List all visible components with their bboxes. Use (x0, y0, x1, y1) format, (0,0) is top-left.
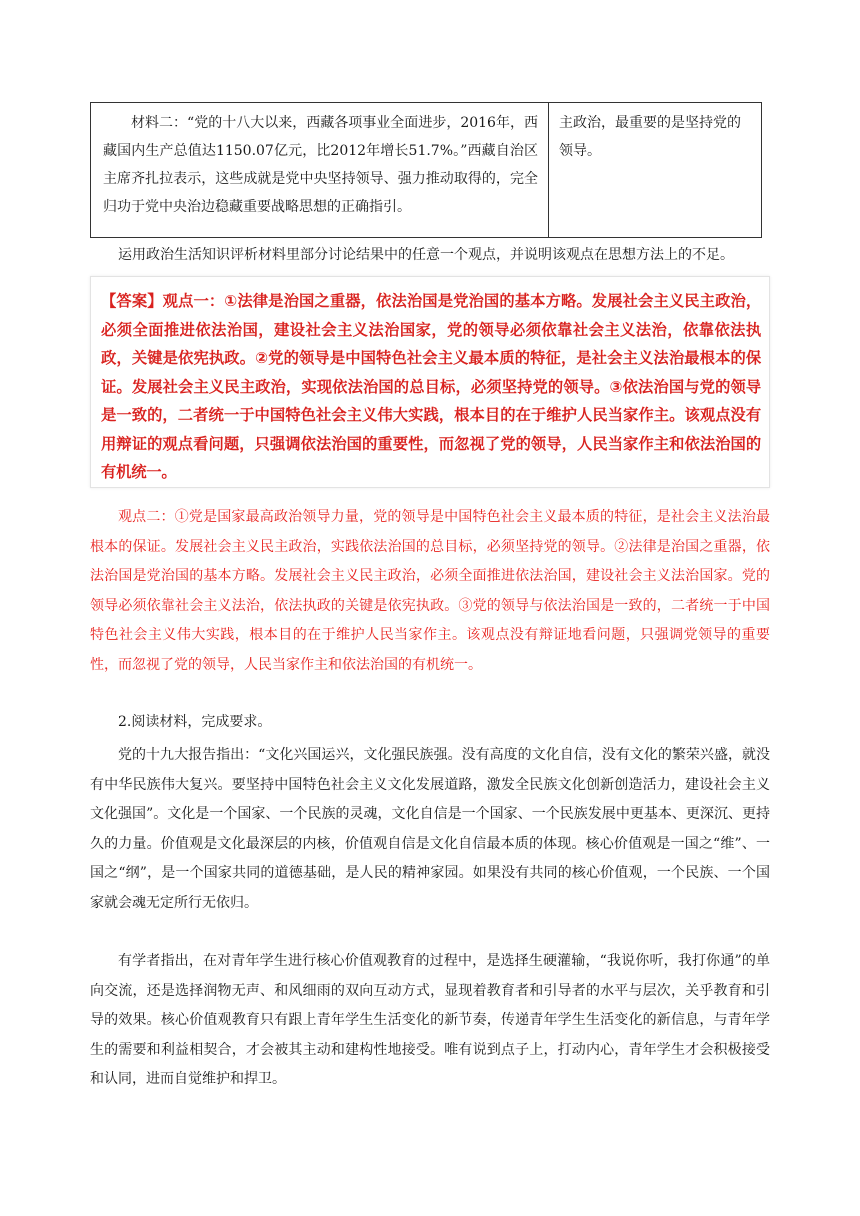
material-two-text: 材料二：“党的十八大以来，西藏各项事业全面进步，2016年，西藏国内生产总值达1150.07亿元，比2012年增长51.7%。”西藏自治区主席齐扎拉表示，这些成就是党中央坚持领导、强力推动取得的，完全归功于党中央治边稳藏重要战略思想的正确指引。 (103, 115, 538, 215)
discussion-result-cell (549, 103, 761, 237)
discussion-result-text: 主政治，最重要的是坚持党的领导。 (559, 115, 741, 159)
answer-paragraph (101, 287, 761, 487)
material-table (90, 102, 762, 238)
viewpoint-two-paragraph: 观点二：①党是国家最高政治领导力量，党的领导是中国特色社会主义最本质的特征，是社会主义法治最根本的保证。发展社会主义民主政治，实践依法治国的总目标，必须坚持党的领导。②法律是治国之重器，依法治国是党治国的基本方略。发展社会主义民主政治，必须全面推进依法治国，建设社会主义法治国家。党的领导必须依靠社会主义法治，依法执政的关键是依宪执政。③党的领导与依法治国是一致的，二者统一于中国特色社会主义伟大实践，根本目的在于维护人民当家作主。该观点没有辩证地看问题，只强调党领导的重要性，而忽视了党的领导，人民当家作主和依法治国的有机统一。 (90, 509, 770, 673)
answer-box (90, 276, 770, 488)
material-paragraph-two: 有学者指出，在对青年学生进行核心价值观教育的过程中，是选择生硬灌输，“我说你听，我打你通”的单向交流，还是选择润物无声、和风细雨的双向互动方式，显现着教育者和引导者的水平与层次，关乎教育和引导的效果。核心价值观教育只有跟上青年学生生活变化的新节奏，传递青年学生生活变化的新信息，与青年学生的需要和利益相契合，才会被其主动和建构性地接受。唯有说到点子上，打动内心，青年学生才会积极接受和认同，进而自觉维护和捍卫。 (90, 953, 770, 1087)
answer-tag: 【答案】 (101, 292, 163, 310)
material-two-cell (91, 103, 549, 237)
answer-text: 观点一：①法律是治国之重器，依法治国是党治国的基本方略。发展社会主义民主政治，必须全面推进依法治国，建设社会主义法治国家，党的领导必须依靠社会主义法治，依靠依法执政，关键是依宪执政。②党的领导是中国特色社会主义最本质的特征，是社会主义法治最根本的保证。发展社会主义民主政治，实现依法治国的总目标，必须坚持党的领导。③依法治国与党的领导是一致的，二者统一于中国特色社会主义伟大实践，根本目的在于维护人民当家作主。该观点没有用辩证的观点看问题，只强调依法治国的重要性，而忽视了党的领导，人民当家作主和依法治国的有机统一。 (101, 292, 762, 481)
question-two-heading: 2.阅读材料，完成要求。 (118, 714, 272, 730)
material-paragraph-one: 党的十九大报告指出：“文化兴国运兴，文化强民族强。没有高度的文化自信，没有文化的繁荣兴盛，就没有中华民族伟大复兴。要坚持中国特色社会主义文化发展道路，激发全民族文化创新创造活力，建设社会主义文化强国”。文化是一个国家、一个民族的灵魂，文化自信是一个国家、一个民族发展中更基本、更深沉、更持久的力量。价值观是文化最深层的内核，价值观自信是文化自信最本质的体现。核心价值观是一国之“维”、一国之“纲”，是一个国家共同的道德基础，是人民的精神家园。如果没有共同的核心价值观，一个民族、一个国家就会魂无定所行无依归。 (90, 747, 770, 911)
question-text: 运用政治生活知识评析材料里部分讨论结果中的任意一个观点，并说明该观点在思想方法上的不足。 (118, 247, 734, 263)
